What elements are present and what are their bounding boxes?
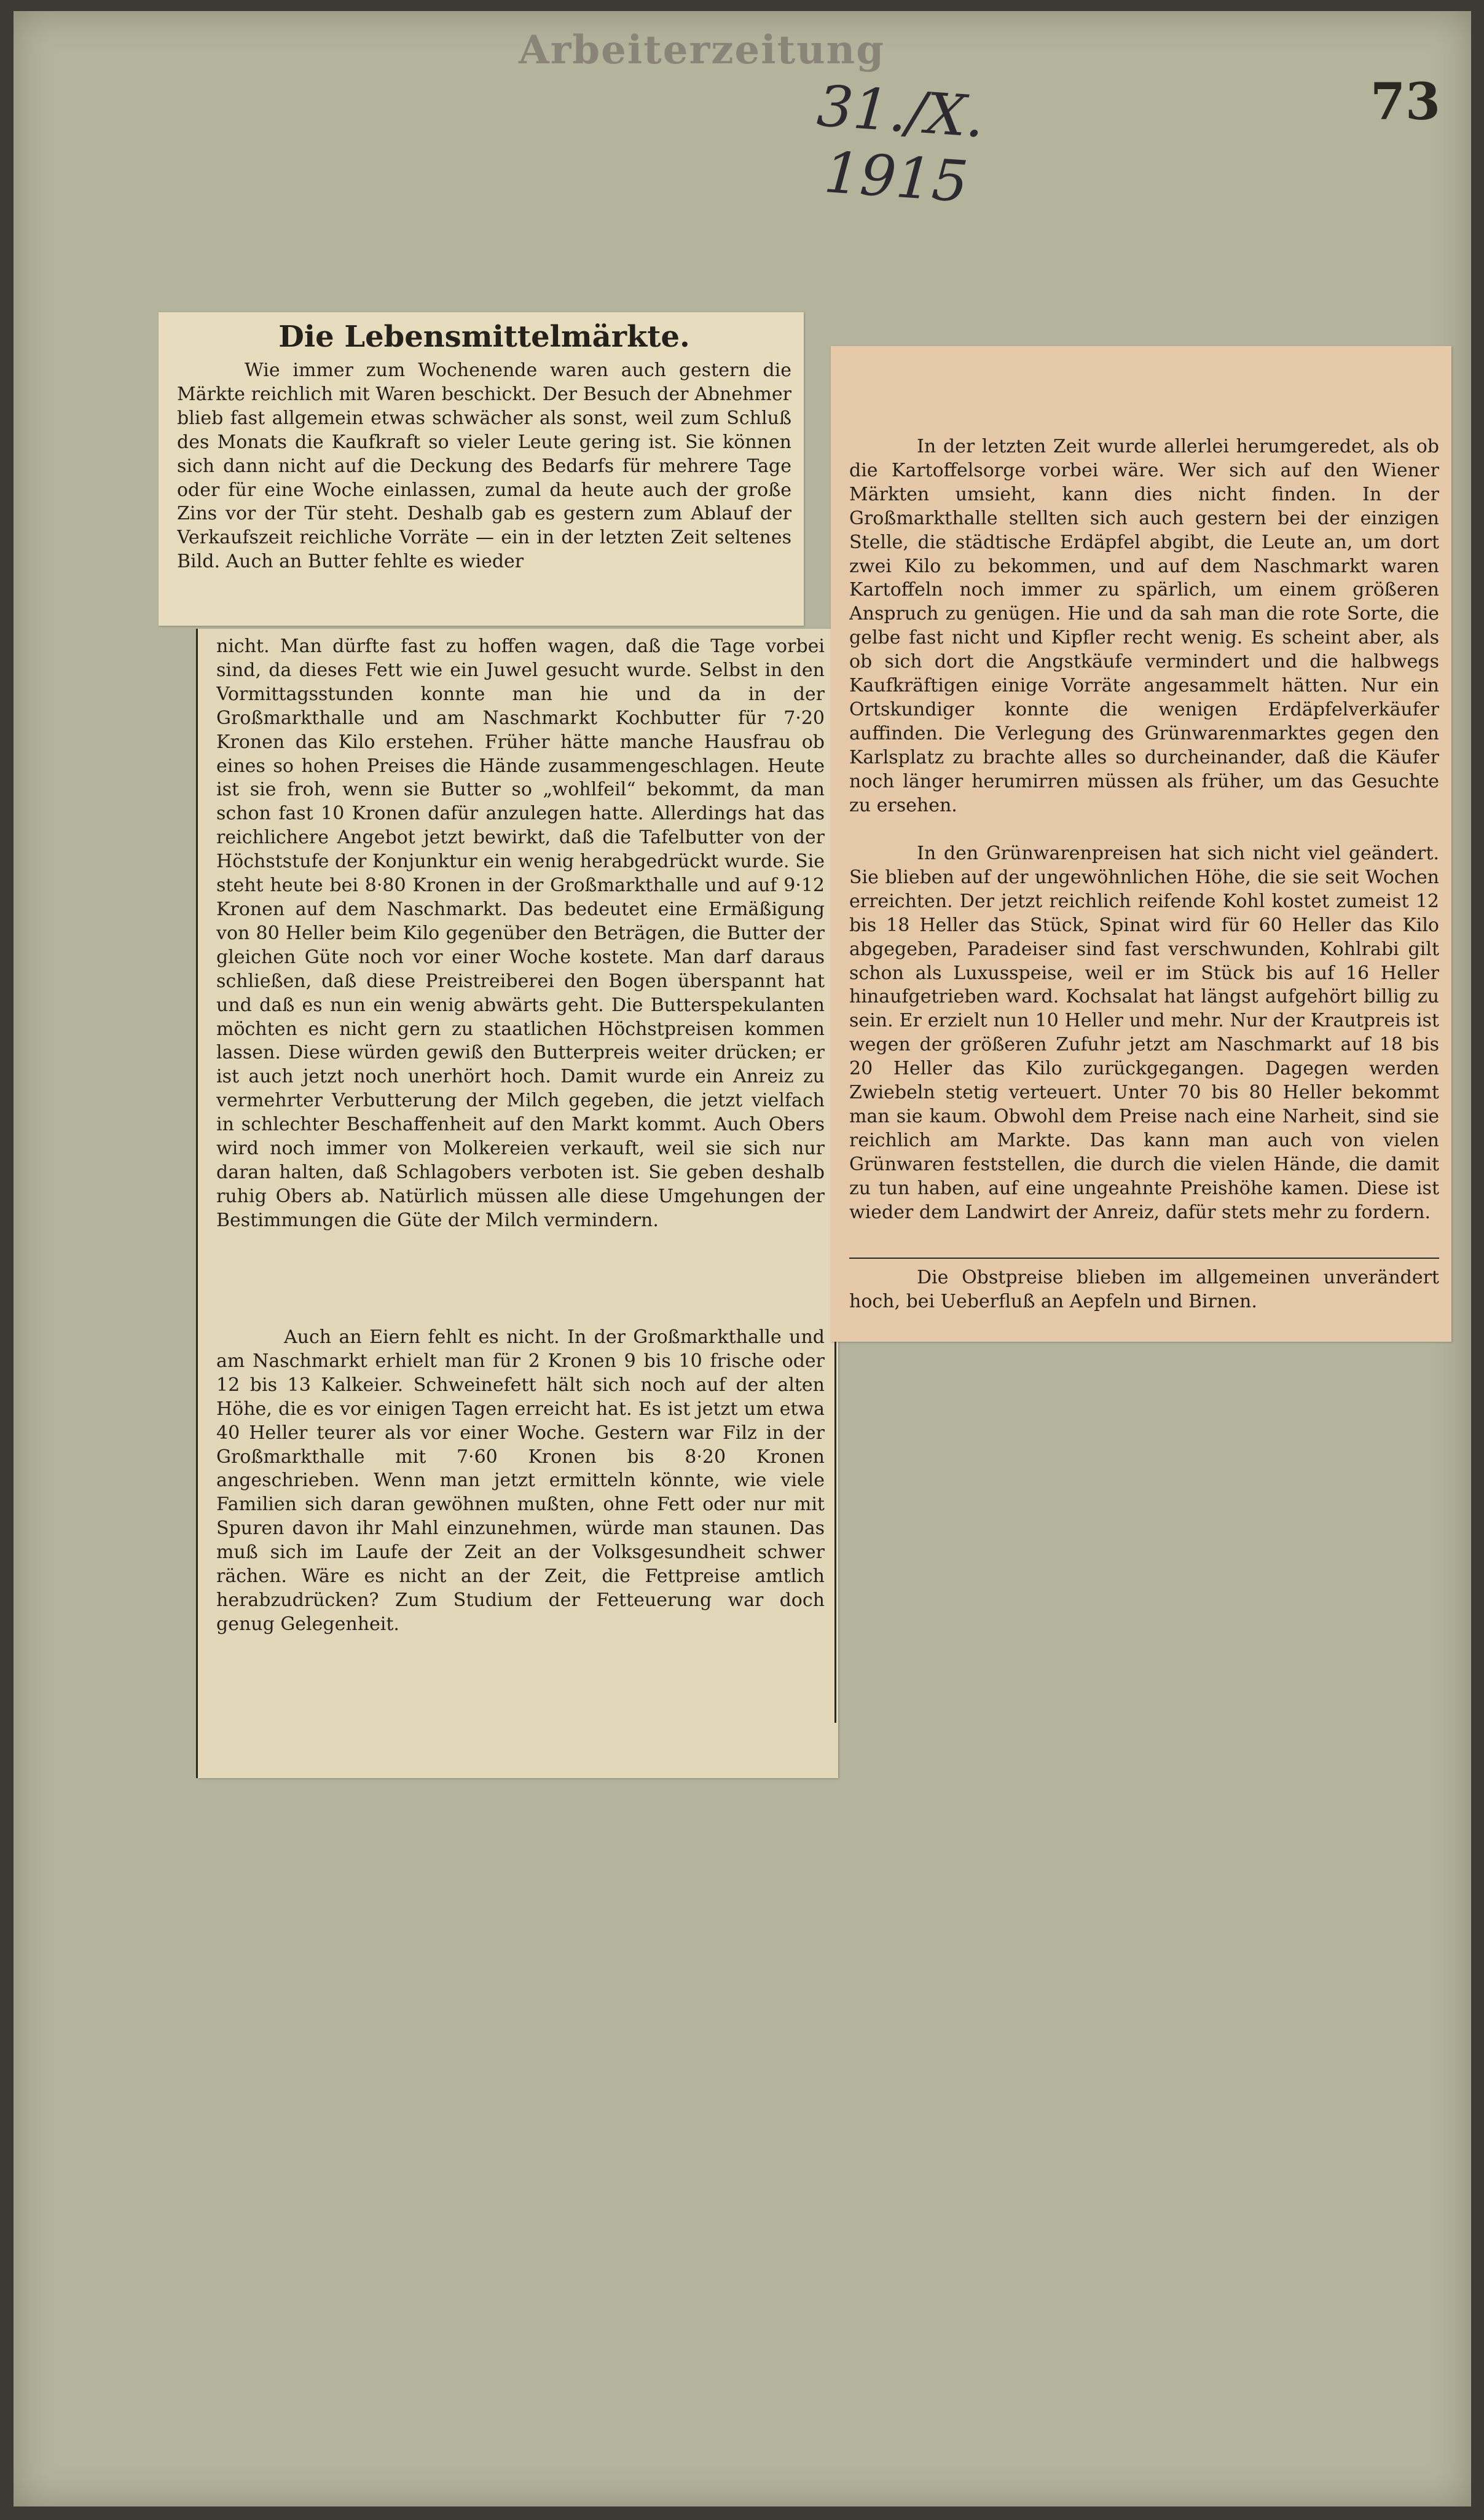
article-paragraph-4: In der letzten Zeit wurde allerlei herumgeredet, als ob die Kartoffelsorge vorbei wäre. Wer sich auf den Wiener Märkten umsieht, kann dies nicht finden. In der Großmarkthalle stellten sich auch gestern bei der einzigen Stelle, die städtische Erdäpfel abgibt, die Leute an, um dort zwei Kilo zu bekommen, und auf dem Naschmarkt waren Kartoffeln noch immer zu spärlich, um einem größeren Anspruch zu genügen. Hie und da sah man die rote Sorte, die gelbe fast nicht und Kipfler recht wenig. Es scheint aber, als ob sich dort die Angstkäufe vermindert und die halbwegs Kaufkräftigen einige Vorräte angesammelt hätten. Nur ein Ortskundiger konnte die wenigen Erdäpfelverkäufer auffinden. Die Verlegung des Grünwarenmarktes gegen den Karlsplatz zu brachte alles so durcheinander, daß die Käufer noch länger herumirren müssen als früher, um das Gesuchte zu ersehen. xyxy=(849,436,1439,816)
clipping-left-column xyxy=(198,629,838,1778)
article-title: Die Lebensmittelmärkte. xyxy=(278,320,690,354)
article-paragraph-1: Wie immer zum Wochenende waren auch gestern die Märkte reichlich mit Waren beschickt. Der Besuch der Abnehmer blieb fast allgemein etwas schwächer als sonst, weil zum Schluß des Monats die Kaufkraft so vieler Leute gering ist. Sie können sich dann nicht auf die Deckung des Bedarfs für mehrere Tage oder für eine Woche einlassen, zumal da heute auch der große Zins vor der Tür steht. Deshalb gab es gestern zum Ablauf der Verkaufszeit reichliche Vorräte — ein in der letzten Zeit seltenes Bild. Auch an Butter fehlte es wieder xyxy=(177,360,791,573)
archive-sheet xyxy=(14,11,1471,2506)
clipping-right-column xyxy=(831,346,1451,1342)
column-rule-left xyxy=(196,629,198,1778)
newspaper-stamp: Arbeiterzeitung xyxy=(519,27,885,73)
page-number: 73 xyxy=(1370,73,1441,132)
article-paragraph-3: Auch an Eiern fehlt es nicht. In der Großmarkthalle und am Naschmarkt erhielt man für 2 Kronen 9 bis 10 frische oder 12 bis 13 Kalkeier. Schweinefett hält sich noch auf der alten Höhe, die es vor einigen Tagen erreicht hat. Es ist jetzt um etwa 40 Heller teurer als vor einer Woche. Gestern war Filz in der Großmarkthalle mit 7·60 Kronen bis 8·20 Kronen angeschrieben. Wenn man jetzt ermitteln könnte, wie viele Familien sich daran gewöhnen mußten, ohne Fett oder nur mit Spuren davon ihr Mahl einzunehmen, würde man staunen. Das muß sich im Laufe der Zeit an der Volksgesundheit schwer rächen. Wäre es nicht an der Zeit, die Fettpreise amtlich herabzudrücken? Zum Studium der Fetteuerung war doch genug Gelegenheit. xyxy=(216,1326,825,1635)
clipping-top xyxy=(159,312,804,626)
article-paragraph-6: Die Obstpreise blieben im allgemeinen unverändert hoch, bei Ueberfluß an Aepfeln und Birnen. xyxy=(849,1267,1439,1312)
handwritten-date: 31./X. 1915 xyxy=(815,73,987,215)
article-paragraph-5: In den Grünwarenpreisen hat sich nicht viel geändert. Sie blieben auf der ungewöhnlichen Höhe, die sie seit Wochen erreichten. Der jetzt reichlich reifende Kohl kostet zumeist 12 bis 18 Heller das Stück, Spinat wird für 60 Heller das Kilo abgegeben, Paradeiser sind fast verschwunden, Kohlrabi gilt schon als Luxusspeise, weil er im Stück bis auf 16 Heller hinaufgetrieben ward. Kochsalat hat längst aufgehört billig zu sein. Er erzielt nun 10 Heller und mehr. Nur der Krautpreis ist wegen der größeren Zufuhr jetzt am Naschmarkt auf 18 bis 20 Heller das Kilo zurückgegangen. Dagegen werden Zwiebeln stetig verteuert. Unter 70 bis 80 Heller bekommt man sie kaum. Obwohl dem Preise nach eine Narheit, sind sie reichlich am Markte. Das kann man auch von vielen Grünwaren feststellen, die durch die vielen Hände, die damit zu tun haben, auf eine ungeahnte Preishöhe kamen. Diese ist wieder dem Landwirt der Anreiz, dafür stets mehr zu fordern. xyxy=(849,843,1439,1223)
article-paragraph-2: nicht. Man dürfte fast zu hoffen wagen, daß die Tage vorbei sind, da dieses Fett wie ein Juwel gesucht wurde. Selbst in den Vormittagsstunden konnte man hie und da in der Großmarkthalle und am Naschmarkt Kochbutter für 7·20 Kronen das Kilo erstehen. Früher hätte manche Hausfrau ob eines so hohen Preises die Hände zusammengeschlagen. Heute ist sie froh, wenn sie Butter so „wohlfeil“ bekommt, da man schon fast 10 Kronen dafür anzulegen hatte. Allerdings hat das reichlichere Angebot jetzt bewirkt, daß die Tafelbutter von der Höchststufe der Konjunktur ein wenig herabgedrückt wurde. Sie steht heute bei 8·80 Kronen in der Großmarkthalle und auf 9·12 Kronen auf dem Naschmarkt. Das bedeutet eine Ermäßigung von 80 Heller beim Kilo gegenüber den Beträgen, die Butter der gleichen Güte noch vor einer Woche kostete. Man darf daraus schließen, daß diese Preistreiberei den Bogen überspannt hat und daß es nun ein wenig abwärts geht. Die Butterspekulanten möchten es nicht gern zu staatlichen Höchstpreisen kommen lassen. Diese würden gewiß den Butterpreis weiter drücken; er ist auch jetzt noch unerhört hoch. Damit wurde ein Anreiz zu vermehrter Verbutterung der Milch gegeben, die jetzt vielfach in schlechter Beschaffenheit auf den Markt kommt. Auch Obers wird noch immer von Molkereien verkauft, weil sie sich nur daran halten, daß Schlagobers verboten ist. Sie geben deshalb ruhig Obers ab. Natürlich müssen alle diese Umgehungen der Bestimmungen die Güte der Milch vermindern. xyxy=(216,636,825,1231)
paragraph-rule xyxy=(849,1258,1439,1259)
